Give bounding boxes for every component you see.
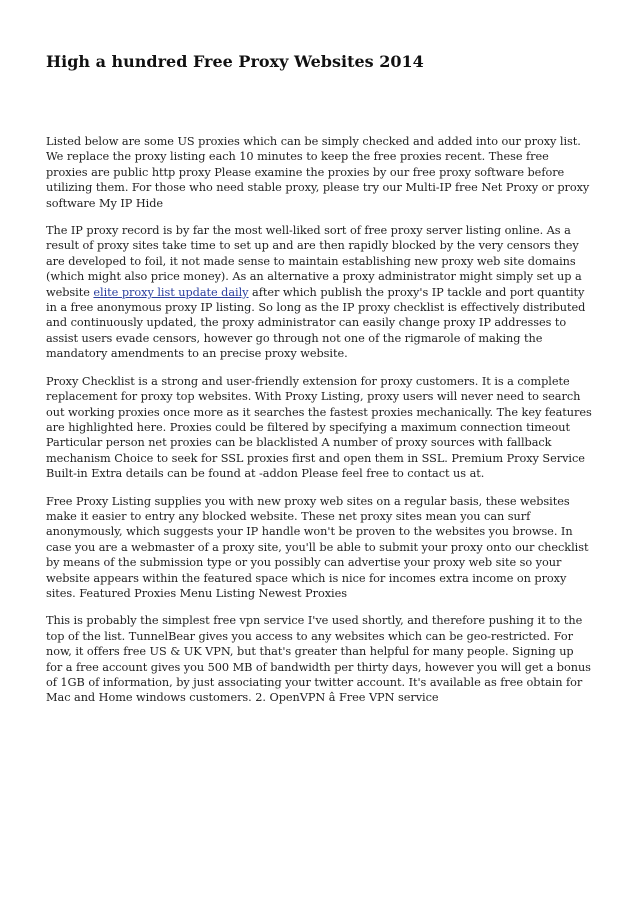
elite-proxy-list-link[interactable]: elite proxy list update daily [93,285,249,299]
paragraph-2-text-before-link: The IP proxy record is by far the most well-liked sort of free proxy server listing online. As a result of proxy sites take time to set up and are then rapidly blocked by the very censors they are developed to foil, it not made sense to maintain establishing new proxy web site domains (which might also price money). As an alternative a proxy administrator might simply set up a website [46,224,582,299]
paragraph-2 [46,223,592,362]
page-title: High a hundred Free Proxy Websites 2014 [46,52,424,71]
paragraph-4: Free Proxy Listing supplies you with new proxy web sites on a regular basis, these websites make it easier to entry any blocked website. These net proxy sites mean you can surf anonymously, which suggests your IP handle won't be proven to the websites you browse. In case you are a webmaster of a proxy site, you'll be able to submit your proxy onto our checklist by means of the submission type or you possibly can advertise your proxy web site so your website appears within the featured space which is nice for incomes extra income on proxy sites. Featured Proxies Menu Listing Newest Proxies [46,494,589,600]
paragraph-5: This is probably the simplest free vpn service I've used shortly, and therefore pushing it to the top of the list. TunnelBear gives you access to any websites which can be geo-restricted. For now, it offers free US & UK VPN, but that's greater than helpful for many people. Signing up for a free account gives you 500 MB of bandwidth per thirty days, however you will get a bonus of 1GB of information, by just associating your twitter account. It's available as free obtain for Mac and Home windows customers. 2. OpenVPN â Free VPN service [46,614,591,705]
paragraph-2-text-after-link: after which publish the proxy's IP tackle and port quantity in a free anonymous proxy IP listing. So long as the IP proxy checklist is effectively distributed and continuously updated, the proxy administrator can easily change proxy IP addresses to assist users evade censors, however go through not one of the rigmarole of making the mandatory amendments to an precise proxy website. [46,285,586,361]
paragraph-1: Listed below are some US proxies which can be simply checked and added into our proxy list. We replace the proxy listing each 10 minutes to keep the free proxies recent. These free proxies are public http proxy Please examine the proxies by our free proxy software before utilizing them. For those who need stable proxy, please try our Multi-IP free Net Proxy or proxy software My IP Hide [46,135,590,210]
paragraph-3: Proxy Checklist is a strong and user-friendly extension for proxy customers. It is a complete replacement for proxy top websites. With Proxy Listing, proxy users will never need to search out working proxies once more as it searches the fastest proxies mechanically. The key features are highlighted here. Proxies could be filtered by specifying a maximum connection timeout Particular person net proxies can be blacklisted A number of proxy sources with fallback mechanism Choice to seek for SSL proxies first and open them in SSL. Premium Proxy Service Built-in Extra details can be found at -addon Please feel free to contact us at. [46,374,592,481]
